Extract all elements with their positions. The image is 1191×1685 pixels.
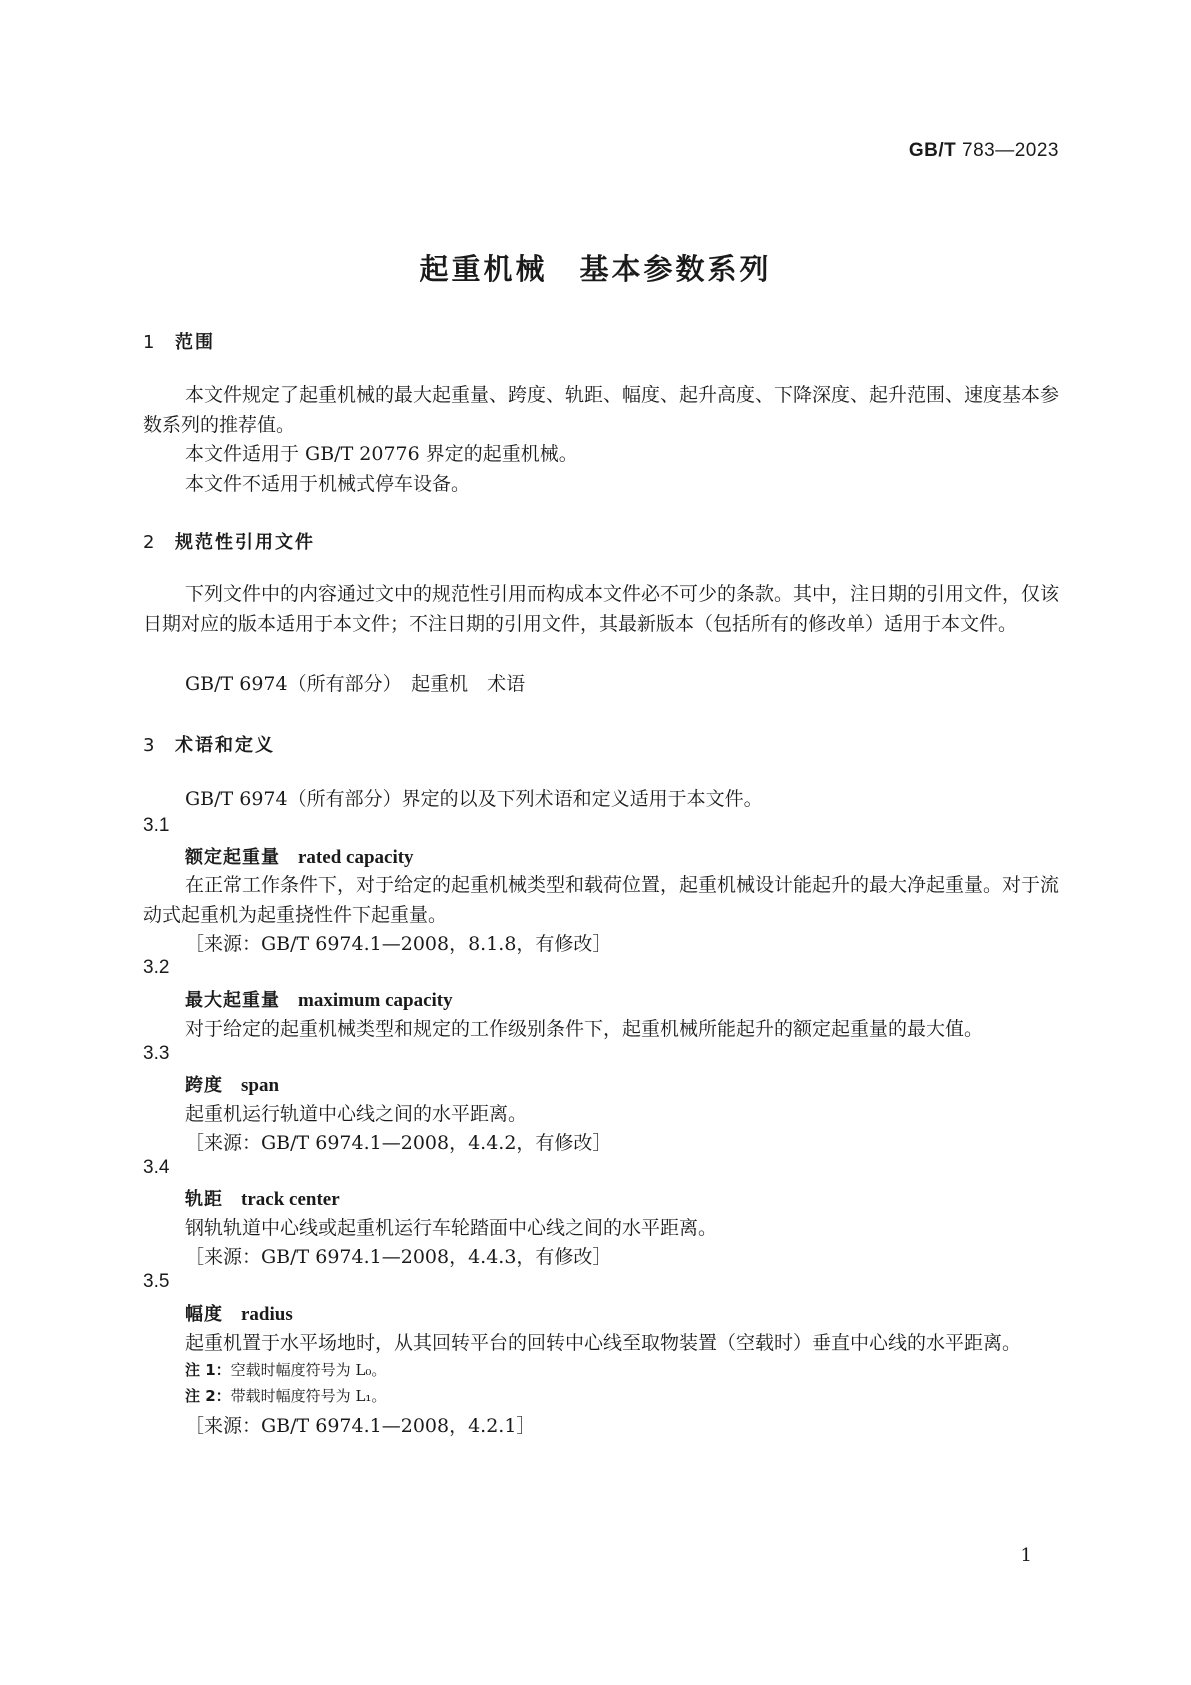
term-en: maximum capacity	[298, 990, 453, 1011]
term-definition: 在正常工作条件下，对于给定的起重机械类型和载荷位置，起重机械设计能起升的最大净起重量。对于流动式起重机为起重挠性件下起重量。	[143, 874, 1060, 926]
term-heading	[185, 843, 414, 869]
page-number: 1	[1020, 1545, 1032, 1566]
term-zh: 最大起重量	[185, 990, 280, 1011]
note-text: 空载时幅度符号为 L₀。	[230, 1361, 387, 1379]
term-source: ［来源：GB/T 6974.1—2008，4.4.3，有修改］	[185, 1246, 612, 1268]
section-title: 范围	[175, 332, 215, 353]
term-zh: 跨度	[185, 1075, 223, 1096]
term-source: ［来源：GB/T 6974.1—2008，4.4.2，有修改］	[185, 1132, 612, 1154]
section-number: 1	[143, 332, 157, 353]
term-definition: 对于给定的起重机械类型和规定的工作级别条件下，起重机械所能起升的额定起重量的最大值。	[185, 1018, 984, 1040]
document-title: 起重机械 基本参数系列	[419, 252, 772, 286]
term-en: radius	[241, 1304, 293, 1325]
terms-intro: GB/T 6974（所有部分）界定的以及下列术语和定义适用于本文件。	[185, 788, 763, 810]
note-label: 注 1：	[185, 1361, 231, 1379]
note-label: 注 2：	[185, 1387, 231, 1405]
term-source: ［来源：GB/T 6974.1—2008，8.1.8，有修改］	[185, 933, 612, 955]
term-number: 3.5	[143, 1271, 170, 1292]
term-number: 3.3	[143, 1043, 170, 1064]
section-number: 3	[143, 735, 157, 756]
references-paragraph: 下列文件中的内容通过文中的规范性引用而构成本文件必不可少的条款。其中，注日期的引用文件，仅该日期对应的版本适用于本文件；不注日期的引用文件，其最新版本（包括所有的修改单）适用于本文件。	[143, 583, 1060, 635]
section-title: 术语和定义	[175, 735, 275, 756]
scope-paragraph: 本文件规定了起重机械的最大起重量、跨度、轨距、幅度、起升高度、下降深度、起升范围、速度基本参数系列的推荐值。	[143, 384, 1060, 436]
scope-exclusion: 本文件不适用于机械式停车设备。	[185, 473, 471, 495]
term-en: rated capacity	[298, 847, 414, 868]
note-item	[185, 1385, 386, 1406]
term-heading	[185, 986, 453, 1012]
term-definition: 钢轨轨道中心线或起重机运行车轮踏面中心线之间的水平距离。	[185, 1217, 718, 1239]
term-definition: 起重机置于水平场地时，从其回转平台的回转中心线至取物装置（空载时）垂直中心线的水平距离。	[185, 1332, 1022, 1354]
section-3-heading	[143, 731, 275, 757]
term-zh: 轨距	[185, 1189, 223, 1210]
standard-prefix: GB/T	[908, 140, 957, 161]
term-number: 3.4	[143, 1157, 170, 1178]
term-en: span	[241, 1075, 280, 1096]
note-text: 带载时幅度符号为 L₁。	[230, 1387, 387, 1405]
term-zh: 额定起重量	[185, 847, 280, 868]
section-1-heading	[143, 328, 215, 354]
term-heading	[185, 1185, 340, 1211]
term-number: 3.1	[143, 815, 170, 836]
term-heading	[185, 1071, 279, 1097]
note-item	[185, 1359, 386, 1380]
term-heading	[185, 1300, 293, 1326]
section-2-heading	[143, 528, 315, 554]
term-definition: 起重机运行轨道中心线之间的水平距离。	[185, 1103, 528, 1125]
section-title: 规范性引用文件	[175, 532, 315, 553]
section-number: 2	[143, 532, 157, 553]
term-number: 3.2	[143, 957, 170, 978]
term-source: ［来源：GB/T 6974.1—2008，4.2.1］	[185, 1415, 536, 1437]
standard-number	[909, 140, 1059, 162]
scope-applicability: 本文件适用于 GB/T 20776 界定的起重机械。	[185, 443, 578, 465]
term-en: track center	[241, 1189, 340, 1210]
reference-item: GB/T 6974（所有部分） 起重机 术语	[185, 673, 526, 695]
term-zh: 幅度	[185, 1304, 223, 1325]
standard-code: 783—2023	[962, 140, 1059, 161]
